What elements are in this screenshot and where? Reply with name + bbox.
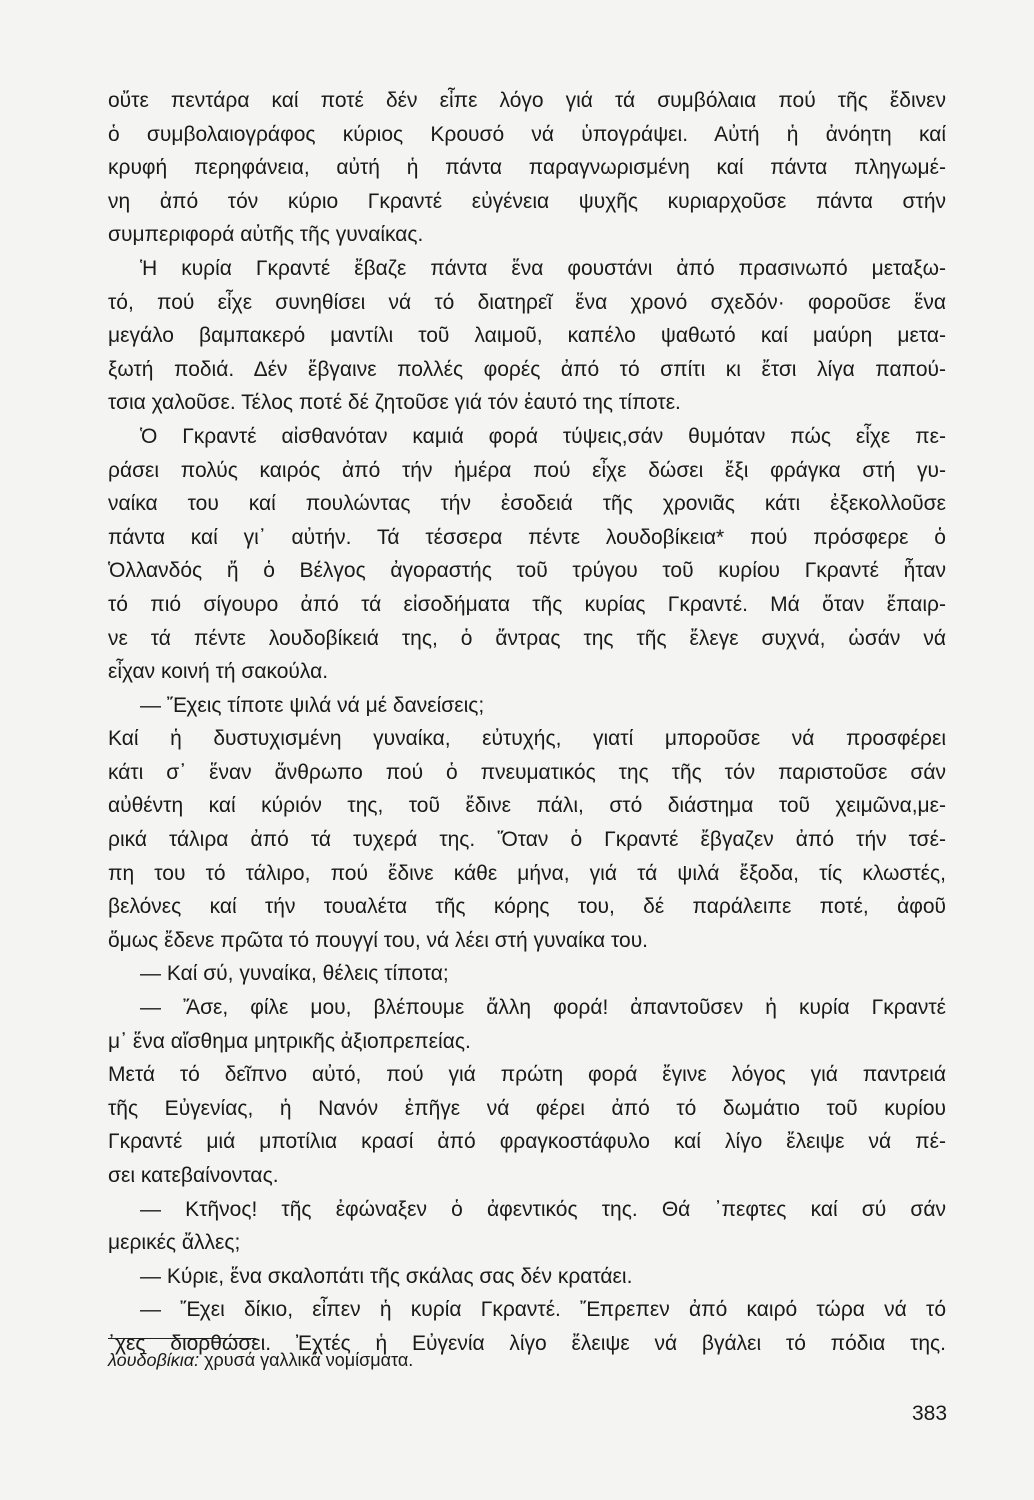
footnote-definition: χρυσά γαλλικά νομίσματα. <box>199 1350 414 1370</box>
footnote <box>108 1346 413 1374</box>
text-line: εἶχαν κοινή τή σακούλα. <box>108 660 329 684</box>
text-line: — Κύριε, ἕνα σκαλοπάτι τῆς σκάλας σας δέν κρατάει. <box>140 1264 633 1288</box>
text-line: ρικά τάλιρα ἀπό τά τυχερά της. Ὅταν ὁ Γκραντέ ἔβγαζεν ἀπό τήν τσέ- <box>108 828 946 852</box>
text-line: — Καί σύ, γυναίκα, θέλεις τίποτα; <box>140 962 449 986</box>
text-line: ᾽χες διορθώσει. Ἐχτές ἡ Εὐγενία λίγο ἔλειψε νά βγάλει τό πόδια της. <box>108 1331 946 1355</box>
text-line: κρυφή περηφάνεια, αὐτή ἡ πάντα παραγνωρισμένη καί πάντα πληγωμέ- <box>108 156 946 180</box>
text-line: αὐθέντη καί κύριόν της, τοῦ ἔδινε πάλι, στό διάστημα τοῦ χειμῶνα,με- <box>108 794 946 818</box>
text-line: Μετά τό δεῖπνο αὐτό, πού γιά πρώτη φορά ἔγινε λόγος γιά παντρειά <box>108 1063 946 1087</box>
text-line: τῆς Εὐγενίας, ἡ Νανόν ἐπῆγε νά φέρει ἀπό τό δωμάτιο τοῦ κυρίου <box>108 1096 946 1120</box>
text-line: — Ἔχει δίκιο, εἶπεν ἡ κυρία Γκραντέ. Ἔπρεπεν ἀπό καιρό τώρα νά τό <box>140 1298 946 1322</box>
footnote-divider <box>108 1338 256 1339</box>
text-line: — Ἔχεις τίποτε ψιλά νά μέ δανείσεις; <box>140 693 485 717</box>
text-line: Ὁλλανδός ἤ ὁ Βέλγος ἀγοραστής τοῦ τρύγου τοῦ κυρίου Γκραντέ ἦταν <box>108 559 946 583</box>
text-line: βελόνες καί τήν τουαλέτα τῆς κόρης του, δέ παράλειπε ποτέ, ἀφοῦ <box>108 895 946 919</box>
text-line: τσια χαλοῦσε. Τέλος ποτέ δέ ζητοῦσε γιά τόν ἑαυτό της τίποτε. <box>108 391 681 415</box>
text-line: συμπεριφορά αὐτῆς τῆς γυναίκας. <box>108 223 424 247</box>
text-line: σει κατεβαίνοντας. <box>108 1164 279 1187</box>
text-line: οὔτε πεντάρα καί ποτέ δέν εἶπε λόγο γιά τά συμβόλαια πού τῆς ἔδινεν <box>108 89 946 112</box>
text-line: — Κτῆνος! τῆς ἐφώναξεν ὁ ἀφεντικός της. Θά ᾽πεφτες καί σύ σάν <box>140 1197 946 1221</box>
text-line: τό πιό σίγουρο ἀπό τά εἰσοδήματα τῆς κυρίας Γκραντέ. Μά ὅταν ἔπαιρ- <box>108 592 946 616</box>
text-line: Γκραντέ μιά μποτίλια κρασί ἀπό φραγκοστάφυλο καί λίγο ἔλειψε νά πέ- <box>108 1130 946 1154</box>
text-line: τό, πού εἶχε συνηθίσει νά τό διατηρεῖ ἕνα χρονό σχεδόν· φοροῦσε ἕνα <box>108 290 946 314</box>
text-line: Καί ἡ δυστυχισμένη γυναίκα, εὐτυχής, γιατί μποροῦσε νά προσφέρει <box>108 727 946 751</box>
text-line: κάτι σ᾽ ἕναν ἄνθρωπο πού ὁ πνευματικός της τῆς τόν παριστοῦσε σάν <box>108 760 946 784</box>
text-line: ὅμως ἔδενε πρῶτα τό πουγγί του, νά λέει στή γυναίκα του. <box>108 928 649 952</box>
body-text <box>108 84 946 1361</box>
text-line: νη ἀπό τόν κύριο Γκραντέ εὐγένεια ψυχῆς κυριαρχοῦσε πάντα στήν <box>108 189 946 213</box>
text-line: πη του τό τάλιρο, πού ἔδινε κάθε μήνα, γιά τά ψιλά ἔξοδα, τίς κλωστές, <box>108 861 946 885</box>
text-line: Ἡ κυρία Γκραντέ ἔβαζε πάντα ἕνα φουστάνι ἀπό πρασινωπό μεταξω- <box>140 256 946 280</box>
text-line: πάντα καί γι᾽ αὐτήν. Τά τέσσερα πέντε λουδοβίκεια* πού πρόσφερε ὁ <box>108 525 946 549</box>
text-line: ράσει πολύς καιρός ἀπό τήν ἡμέρα πού εἶχε δώσει ἔξι φράγκα στή γυ- <box>108 458 946 482</box>
text-line: ὁ συμβολαιογράφος κύριος Κρουσό νά ὑπογράψει. Αὐτή ἡ ἀνόητη καί <box>108 122 946 146</box>
text-line: μερικές ἄλλες; <box>108 1231 241 1255</box>
text-line: μ᾽ ἕνα αἴσθημα μητρικῆς ἀξιοπρεπείας. <box>108 1029 471 1053</box>
page-number: 383 <box>912 1402 948 1425</box>
text-line: νε τά πέντε λουδοβίκειά της, ὁ ἄντρας της τῆς ἔλεγε συχνά, ὡσάν νά <box>108 626 946 650</box>
text-line: Ὁ Γκραντέ αἰσθανόταν καμιά φορά τύψεις,σάν θυμόταν πώς εἶχε πε- <box>140 424 946 448</box>
footnote-term: λουδοβίκια: <box>108 1350 200 1370</box>
text-line: — Ἄσε, φίλε μου, βλέπουμε ἄλλη φορά! ἀπαντοῦσεν ἡ κυρία Γκραντέ <box>140 996 946 1020</box>
text-line: ναίκα του καί πουλώντας τήν ἐσοδειά τῆς χρονιᾶς κάτι ἐξεκολλοῦσε <box>108 492 946 516</box>
text-line: μεγάλο βαμπακερό μαντίλι τοῦ λαιμοῦ, καπέλο ψαθωτό καί μαύρη μετα- <box>108 324 946 348</box>
text-line: ξωτή ποδιά. Δέν ἔβγαινε πολλές φορές ἀπό τό σπίτι κι ἔτσι λίγα παπού- <box>108 357 946 381</box>
